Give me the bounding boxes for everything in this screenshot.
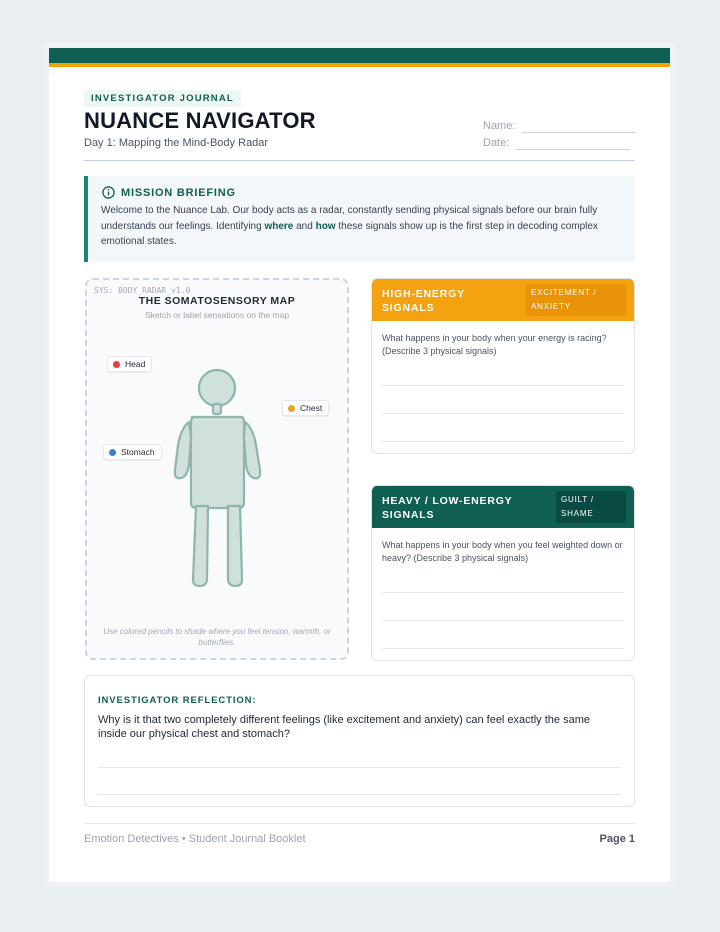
page-title: NUANCE NAVIGATOR: [84, 108, 316, 133]
low-energy-question: What happens in your body when you feel weighted down or heavy? (Describe 3 physical signals): [382, 540, 623, 563]
reflection-title: INVESTIGATOR REFLECTION:: [98, 695, 257, 706]
high-energy-card-header: [372, 279, 635, 321]
map-subtitle: Sketch or label sensations on the map: [144, 310, 290, 320]
somatosensory-map[interactable]: [85, 278, 349, 660]
briefing-header: [102, 186, 236, 199]
map-title: THE SOMATOSENSORY MAP: [138, 295, 296, 307]
emphasis-where: where: [264, 220, 294, 232]
mission-briefing: [84, 176, 635, 262]
tag-head-label: Head: [125, 359, 146, 369]
low-energy-title: HEAVY / LOW-ENERGY SIGNALS: [382, 495, 513, 521]
answer-line[interactable]: [382, 592, 624, 593]
briefing-title: MISSION BRIEFING: [121, 186, 236, 199]
head-marker-dot: [113, 361, 120, 368]
date-label: Date:: [483, 137, 510, 149]
answer-line[interactable]: [382, 648, 624, 649]
emphasis-how: how: [315, 220, 336, 232]
reflection-question: Why is it that two completely different feelings (like excitement and anxiety) can feel exactly the same inside our physical chest and stomach?: [98, 714, 590, 740]
map-instructions: Use colored pencils to shade where you feel tension, warmth, or butterflies.: [103, 627, 331, 647]
chest-marker-dot: [288, 405, 295, 412]
answer-line[interactable]: [98, 767, 621, 768]
header-divider: [84, 160, 635, 161]
name-field[interactable]: [522, 132, 635, 133]
low-energy-card-header: [372, 486, 635, 528]
tag-chest[interactable]: [282, 400, 329, 416]
journal-kicker: INVESTIGATOR JOURNAL: [84, 90, 241, 107]
footer-booklet-label: Emotion Detectives • Student Journal Booklet: [84, 833, 306, 845]
top-accent-stripe: [49, 63, 670, 67]
page-subtitle: Day 1: Mapping the Mind-Body Radar: [84, 137, 269, 149]
name-label: Name:: [483, 120, 516, 132]
low-energy-card: [371, 485, 635, 661]
answer-line[interactable]: [382, 620, 624, 621]
answer-line[interactable]: [382, 441, 624, 442]
low-energy-badge: GUILT / SHAME: [556, 491, 626, 523]
briefing-text: Welcome to the Nuance Lab. Our body acts as a radar, constantly sending physical signals before our brain fully understands our feelings. Identifying where and how these signals show up is the first step in decoding complex emotional states.: [101, 205, 598, 247]
date-field[interactable]: [516, 149, 630, 150]
high-energy-badge: EXCITEMENT / ANXIETY: [526, 284, 626, 316]
system-label: SYS: BODY_RADAR_v1.0: [94, 286, 191, 295]
journal-page: [49, 48, 670, 882]
high-energy-card: [371, 278, 635, 454]
high-energy-question: What happens in your body when your energy is racing? (Describe 3 physical signals): [382, 333, 607, 356]
body-outline-figure: [87, 280, 347, 658]
top-color-band: [49, 48, 670, 63]
info-icon: [102, 186, 115, 199]
tag-head[interactable]: [107, 356, 152, 372]
answer-line[interactable]: [382, 413, 624, 414]
footer-divider: [84, 823, 635, 824]
reflection-box: [84, 675, 635, 807]
answer-line[interactable]: [382, 385, 624, 386]
page-number: Page 1: [599, 833, 635, 845]
stomach-marker-dot: [109, 449, 116, 456]
tag-stomach[interactable]: [103, 444, 162, 460]
answer-line[interactable]: [98, 794, 621, 795]
high-energy-title: HIGH-ENERGY SIGNALS: [382, 288, 465, 314]
tag-chest-label: Chest: [300, 403, 323, 413]
tag-stomach-label: Stomach: [121, 447, 155, 457]
